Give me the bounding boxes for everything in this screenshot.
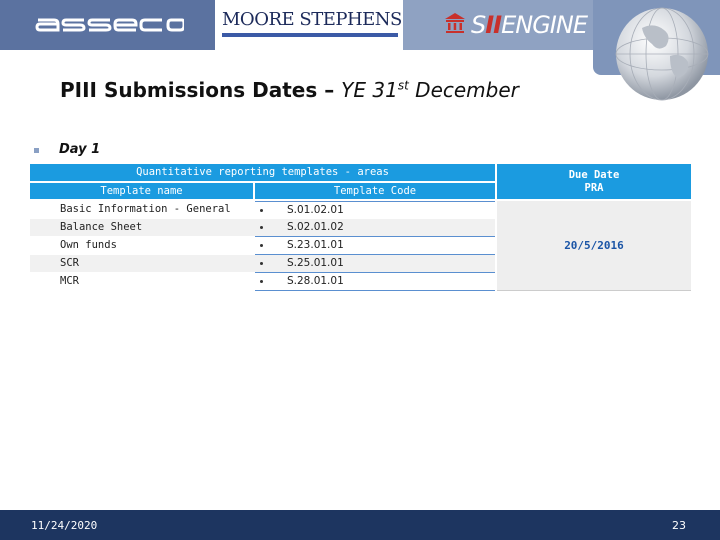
table-row xyxy=(30,237,495,254)
sii-engine-logo xyxy=(403,0,593,50)
title-superscript: st xyxy=(397,78,409,93)
table-row xyxy=(30,273,495,290)
due-header-line1: Due Date xyxy=(568,169,620,181)
due-header-line2: PRA xyxy=(584,182,604,194)
bullet-square-icon xyxy=(34,148,39,153)
column-header-template-name: Template name xyxy=(30,183,253,199)
bank-icon xyxy=(443,11,467,35)
template-name: Basic Information - General xyxy=(60,203,231,215)
footer-date: 11/24/2020 xyxy=(31,519,98,532)
bullet-text: Day 1 xyxy=(59,142,101,157)
template-code-cell xyxy=(255,201,495,220)
template-name: Own funds xyxy=(60,239,117,251)
bullet-dot-icon xyxy=(260,262,263,265)
template-code-cell xyxy=(255,255,495,273)
bullet-dot-icon xyxy=(260,226,263,229)
moore-stephens-logo xyxy=(215,0,403,50)
moore-stephens-bar xyxy=(222,33,398,37)
sii-engine-text xyxy=(471,11,587,39)
sii-suffix: ENGINE xyxy=(501,11,588,39)
bullet-dot-icon xyxy=(260,280,263,283)
globe-icon xyxy=(612,4,712,104)
table-row xyxy=(30,255,495,272)
template-code: S.23.01.01 xyxy=(287,239,344,251)
template-name: SCR xyxy=(60,257,79,269)
title-italic: YE 31 xyxy=(341,78,398,102)
title-bold: PIII Submissions Dates – xyxy=(60,78,342,102)
template-code-cell xyxy=(255,237,495,255)
template-code-cell xyxy=(255,273,495,291)
template-code: S.28.01.01 xyxy=(287,275,344,287)
column-header-due-date xyxy=(497,164,691,199)
bullet-dot-icon xyxy=(260,209,263,212)
template-code: S.01.02.01 xyxy=(287,204,344,216)
footer-band xyxy=(0,510,720,540)
sii-prefix: S xyxy=(471,11,486,39)
page-title xyxy=(60,78,519,102)
template-code: S.02.01.02 xyxy=(287,221,344,233)
table-row xyxy=(30,219,495,236)
bullet-dot-icon xyxy=(260,244,263,247)
template-code: S.25.01.01 xyxy=(287,257,344,269)
page-number: 23 xyxy=(672,519,686,532)
column-header-template-code: Template Code xyxy=(255,183,495,199)
table-group-header: Quantitative reporting templates - areas xyxy=(30,164,495,181)
template-name: MCR xyxy=(60,275,79,287)
asseco-logo xyxy=(0,0,215,50)
due-date-cell xyxy=(497,201,691,291)
sii-red-part: II xyxy=(485,11,502,39)
title-italic-end: December xyxy=(408,78,519,102)
asseco-logo-mark xyxy=(34,14,184,36)
template-name: Balance Sheet xyxy=(60,221,143,233)
due-date-value: 20/5/2016 xyxy=(564,239,624,252)
template-code-cell xyxy=(255,219,495,237)
table-row xyxy=(30,201,495,218)
moore-stephens-text: MOORE STEPHENS xyxy=(222,9,402,30)
